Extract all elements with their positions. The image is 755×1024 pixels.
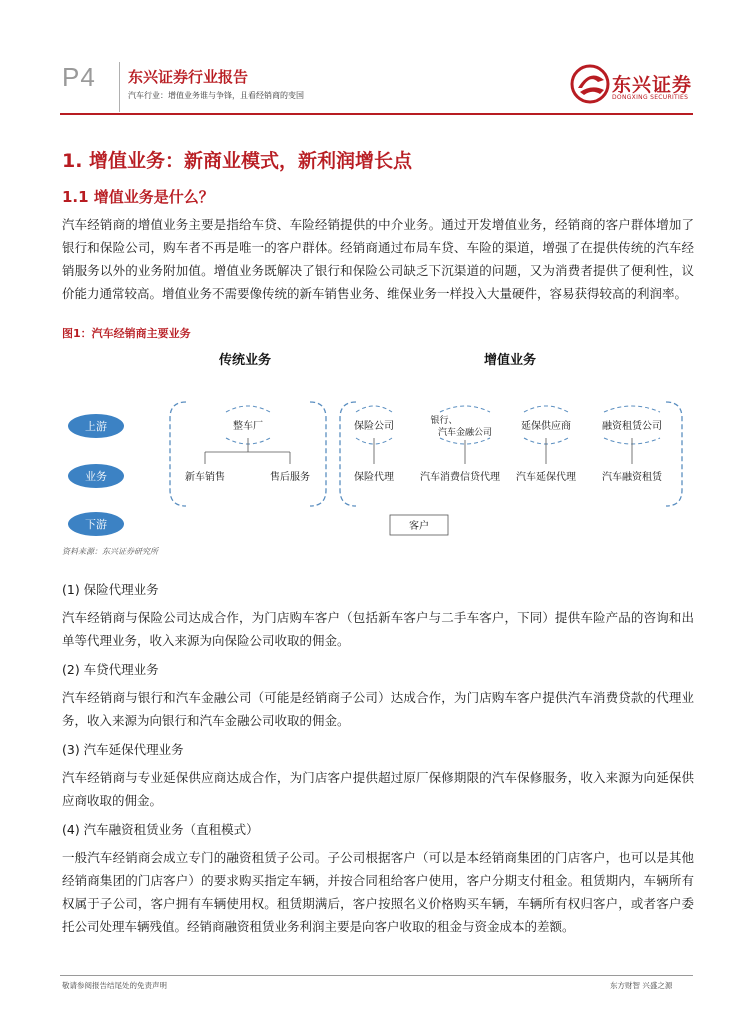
trad-bracket-left [170,402,186,506]
va-bracket-right [666,402,682,506]
svg-text:客户: 客户 [409,521,429,532]
figure-source: 资料来源：东兴证券研究所 [62,547,158,556]
svg-text:延保供应商: 延保供应商 [521,421,571,432]
logo-text-cn: 东兴证券 [612,74,693,96]
svg-text:汽车金融公司: 汽车金融公司 [437,428,493,438]
trad-business-after-sales: 售后服务 [270,472,310,483]
svg-text:业务: 业务 [85,470,107,483]
report-subtitle: 汽车行业：增值业务谁与争锋，且看经销商的变国 [128,91,304,100]
business-diagram [60,342,700,542]
item-text-4: 一般汽车经销商会成立专门的融资租赁子公司。子公司根据客户（可以是本经销商集团的门店客户，也可以是其他经销商集团的门店客户）的要求购买指定车辆，并按合同租给客户使用，客户分期支付租金。租赁期内，车辆所有权属于子公司，客户拥有车辆使用权。租赁期满后，客户按照名义价格购买车辆，车辆所有权归客户，或者客户委托公司处理车辆残值。经销商融资租赁业务利润主要是向客户收取的租金与资金成本的差额。 [62,850,694,934]
downstream-customer-box [390,515,448,535]
col-traditional: 传统业务 [218,353,272,368]
intro-paragraph: 汽车经销商的增值业务主要是指给车贷、车险经销提供的中介业务。通过开发增值业务，经销商的客户群体增加了银行和保险公司，购车者不再是唯一的客户群体。经销商通过布局车贷、车险的渠道，增强了在提供传统的汽车经销服务以外的业务附加值。增值业务既解决了银行和保险公司缺乏下沉渠道的问题，又为消费者提供了便利性，议价能力通常较高。增值业务不需要像传统的新车销售业务、维保业务一样投入大量硬件，容易获得较高的利润率。 [62,217,694,301]
item-text-2: 汽车经销商与银行和汽车金融公司（可能是经销商子公司）达成合作，为门店购车客户提供汽车消费贷款的代理业务，收入来源为向银行和汽车金融公司收取的佣金。 [62,690,694,728]
header-divider [119,62,120,112]
svg-text:汽车消费信贷代理: 汽车消费信贷代理 [420,472,500,483]
row-label-downstream [68,512,124,536]
trad-upstream-box: 整车厂 [233,421,263,432]
item-title-3: (3) 汽车延保代理业务 [62,742,184,757]
svg-text:保险代理: 保险代理 [354,472,394,483]
svg-text:上游: 上游 [85,420,107,433]
figure-caption: 图1：汽车经销商主要业务 [62,327,191,340]
va-col-warranty [516,406,576,483]
svg-text:融资租赁公司: 融资租赁公司 [602,421,662,432]
footer-rule [60,975,693,976]
logo-mark-icon [570,62,614,106]
subsection-heading: 1.1 增值业务是什么？ [62,188,214,206]
svg-text:保险公司: 保险公司 [354,421,394,432]
footer-slogan: 东方财智 兴盛之源 [610,981,673,990]
page-number: P4 [62,62,96,92]
row-label-business [68,464,124,488]
va-col-leasing [602,406,663,483]
va-col-insurance [354,406,394,483]
trad-bracket-right [310,402,326,506]
va-bracket-left [340,402,356,506]
report-title: 东兴证券行业报告 [128,68,249,86]
item-text-3: 汽车经销商与专业延保供应商达成合作，为门店客户提供超过原厂保修期限的汽车保修服务，收入来源为向延保供应商收取的佣金。 [62,770,694,808]
item-text-1: 汽车经销商与保险公司达成合作，为门店购车客户（包括新车客户与二手车客户，下同）提供车险产品的咨询和出单等代理业务，收入来源为向保险公司收取的佣金。 [62,610,694,648]
logo-text-en: DONGXING SECURITIES [612,94,689,101]
header-rule [60,113,693,115]
svg-text:银行、: 银行、 [430,416,458,426]
item-title-2: (2) 车贷代理业务 [62,662,159,677]
svg-text:下游: 下游 [85,518,107,531]
trad-business-new-car: 新车销售 [185,472,225,483]
va-col-bank [420,406,500,483]
svg-text:汽车融资租赁: 汽车融资租赁 [602,472,662,483]
col-value-added: 增值业务 [483,353,537,368]
item-title-4: (4) 汽车融资租赁业务（直租模式） [62,822,259,837]
item-title-1: (1) 保险代理业务 [62,582,159,597]
footer-disclaimer: 敬请参阅报告结尾处的免责声明 [62,981,167,990]
row-label-upstream [68,414,124,438]
section-heading: 1. 增值业务：新商业模式，新利润增长点 [62,150,413,172]
svg-text:汽车延保代理: 汽车延保代理 [516,472,576,483]
